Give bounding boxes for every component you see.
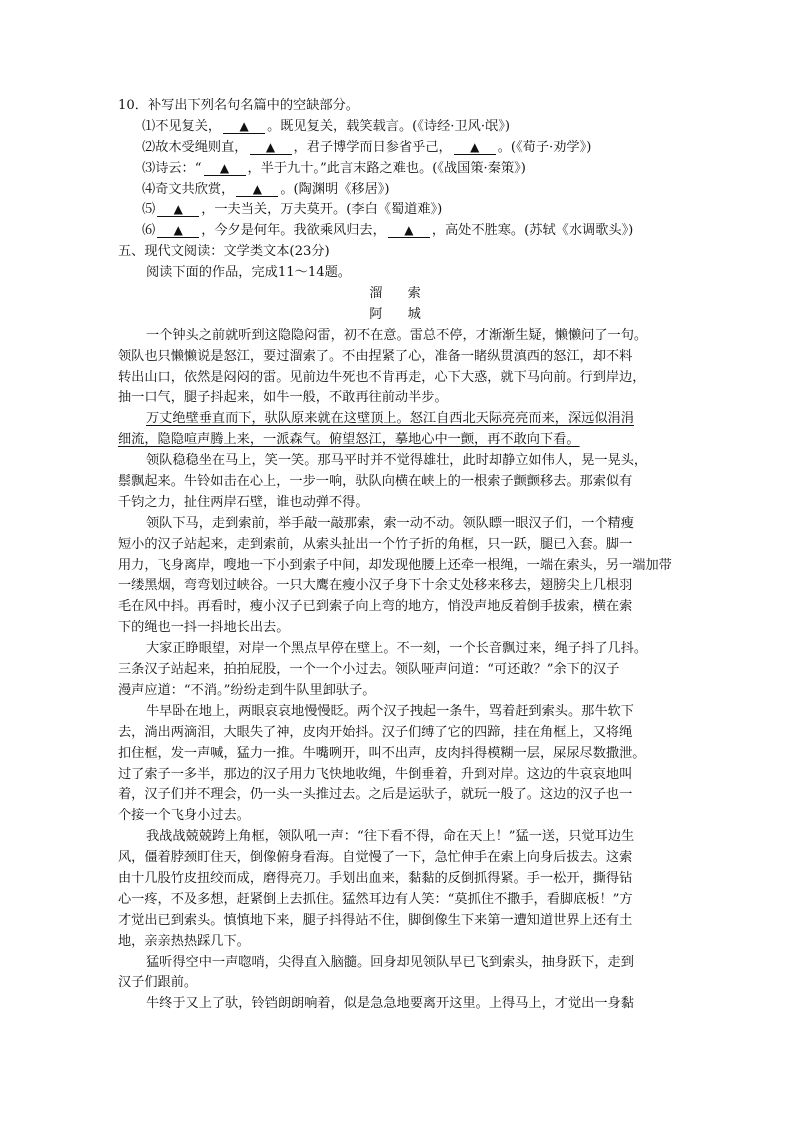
article-line: 三条汉子站起来，拍拍屁股，一个一个小过去。领队哑声问道：“可还敢？”余下的汉子 (118, 662, 620, 678)
answer-blank[interactable]: ▲ (223, 119, 265, 134)
item-text: 不见复关， (155, 118, 222, 134)
item-number: ⑷ (142, 181, 156, 197)
article-line: 领队也只懒懒说是怒江，要过溜索了。不由捏紧了心，准备一睹纵贯滇西的怒江，却不料 (118, 348, 633, 364)
article-line: 去，淌出两滴泪，大眼失了神，皮肉开始抖。汉子们缚了它的四蹄，挂在角框上，又将绳 (118, 724, 633, 740)
item-number: ⑵ (142, 139, 156, 155)
article-line: 牛早卧在地上，两眼哀哀地慢慢眨。两个汉子拽起一条牛，骂着赶到索头。那牛软下 (146, 703, 634, 719)
question-10-item-2 (118, 138, 678, 159)
article-line: 短小的汉子站起来，走到索前，从索头扯出一个竹子折的角框，只一跃，腿已入套。脚一 (118, 536, 633, 552)
question-10-stem: 10．补写出下列名句名篇中的空缺部分。 (118, 98, 359, 113)
article-line: 牛终于又上了驮，铃铛朗朗响着，似是急急地要离开这里。上得马上，才觉出一身黏 (146, 996, 634, 1012)
item-text: ，半于九十。”此言末路之难也。(《战国策·秦策》) (247, 160, 526, 176)
item-text: 。既见复关，载笑载言。(《诗经·卫风·氓》) (267, 118, 510, 134)
article-line: 转出山口，依然是闷闷的雷。见前边牛死也不肯再走，心下大惑，就下马向前。行到岸边， (118, 369, 646, 385)
article-line: 地，亲亲热热踩几下。 (118, 933, 250, 949)
question-10-item-4 (118, 180, 678, 201)
article-body (118, 326, 678, 1015)
question-10-item-6 (118, 221, 678, 242)
reading-instruction: 阅读下面的作品，完成11～14题。 (146, 265, 351, 281)
article-line: 心一疼，不及多想，赶紧倒上去抓住。猛然耳边有人笑：“莫抓住不撒手，看脚底板！”方 (118, 891, 633, 907)
article-line: 一个钟头之前就听到这隐隐闷雷，初不在意。雷总不停，才渐渐生疑，懒懒问了一句。 (146, 327, 648, 343)
article-line: 大家正睁眼望，对岸一个黑点早停在壁上。不一刻，一个长音飘过来，绳子抖了几抖。 (146, 641, 648, 657)
item-text: ，一夫当关，万夫莫开。(李白《蜀道难》) (201, 202, 443, 218)
item-text: 。(陶渊明《移居》) (280, 181, 390, 197)
answer-blank[interactable]: ▲ (204, 161, 246, 176)
article-line: 鬃飘起来。牛铃如击在心上，一步一响，驮队向横在峡上的一根索子颤颤移去。那索似有 (118, 474, 633, 490)
item-text: ，高处不胜寒。(苏轼《水调歌头》) (431, 223, 634, 239)
question-10-item-3 (118, 159, 678, 180)
document-page (118, 96, 678, 1015)
article-line: 下的绳也一抖一抖地长出去。 (118, 620, 290, 636)
article-title: 溜 索 (369, 286, 427, 302)
article-line: 汉子们跟前。 (118, 975, 198, 991)
item-text: 。(《荀子·劝学》) (497, 139, 592, 155)
article-line: 我战战兢兢跨上角框，领队吼一声：“往下看不得，命在天上！”猛一送，只觉耳边生 (146, 829, 635, 845)
answer-blank[interactable]: ▲ (157, 202, 199, 217)
article-line: 用力，飞身离岸，嗖地一下小到索子中间，却发现他腰上还牵一根绳，一端在索头，另一端加带 (118, 557, 672, 573)
article-line: 细流，隐隐喧声腾上来，一派森气。俯望怒江，摹地心中一颤，再不敢向下看。 (118, 432, 580, 448)
article-line: 扣住框，发一声喊，猛力一推。牛嘴咧开，叫不出声，皮肉抖得模糊一层，屎尿尽数撒泄。 (118, 745, 646, 761)
article-line: 领队下马，走到索前，举手敲一敲那索，索一动不动。领队瞟一眼汉子们，一个精瘦 (146, 515, 634, 531)
article-line: 过了索子一多半，那边的汉子用力飞快地收绳，牛倒垂着，升到对岸。这边的牛哀哀地叫 (118, 766, 633, 782)
item-text: 奇文共欣赏， (155, 181, 235, 197)
article-line: 个接一个飞身小过去。 (118, 808, 250, 824)
article-line: 一缕黑烟，弯弯划过峡谷。一只大鹰在瘦小汉子身下十余丈处移来移去，翅膀尖上几根羽 (118, 578, 633, 594)
article-line: 才觉出已到索头。慎慎地下来，腿子抖得站不住，脚倒像生下来第一遭知道世界上还有土 (118, 912, 633, 928)
question-10-item-1 (118, 117, 678, 138)
answer-blank[interactable]: ▲ (250, 140, 292, 155)
question-10-item-5 (118, 200, 678, 221)
article-line: 由十几股竹皮扭绞而成，磨得亮刀。手划出血来，黏黏的反倒抓得紧。手一松开，撕得钻 (118, 870, 633, 886)
section-heading: 五、现代文阅读：文学类文本(23分) (118, 244, 330, 260)
answer-blank[interactable]: ▲ (236, 182, 278, 197)
article-line: 漫声应道：“不消。”纷纷走到牛队里卸驮子。 (118, 682, 376, 698)
item-number: ⑴ (142, 118, 156, 134)
item-text: 诗云：“ (155, 160, 202, 176)
article-line: 风，僵着脖颈盯住天，倒像俯身看海。自觉慢了一下，急忙伸手在索上向身后拔去。这索 (118, 850, 633, 866)
item-number: ⑸ (142, 202, 156, 218)
item-text: 故木受绳则直， (155, 139, 248, 155)
item-text: ，今夕是何年。我欲乘风归去， (201, 223, 386, 239)
answer-blank[interactable]: ▲ (454, 140, 496, 155)
article-line: 毛在风中抖。再看时，瘦小汉子已到索子向上弯的地方，悄没声地反着倒手拔索，横在索 (118, 599, 633, 615)
answer-blank[interactable]: ▲ (388, 223, 430, 238)
item-number: ⑶ (142, 160, 156, 176)
article-line: 猛听得空中一声唿哨，尖得直入脑髓。回身却见领队早已飞到索头，抽身跃下，走到 (146, 954, 634, 970)
item-number: ⑹ (142, 223, 156, 239)
article-line: 抽一口气，腿子抖起来，如牛一般，不敢再往前动半步。 (118, 390, 448, 406)
answer-blank[interactable]: ▲ (157, 223, 199, 238)
article-author: 阿 城 (369, 306, 427, 322)
article-line: 着，汉子们并不理会，仍一头一头推过去。之后是运驮子，就玩一般了。这边的汉子也一 (118, 787, 633, 803)
item-text: ，君子博学而日参省乎己， (293, 139, 452, 155)
article-line: 万丈绝壁垂直而下，驮队原来就在这壁顶上。怒江自西北天际亮亮而来，深远似涓涓 (146, 411, 634, 427)
article-line: 千钧之力，扯住两岸石壁，谁也动弹不得。 (118, 494, 369, 510)
article-line: 领队稳稳坐在马上，笑一笑。那马平时并不觉得雄壮，此时却静立如伟人，晃一晃头， (146, 453, 648, 469)
